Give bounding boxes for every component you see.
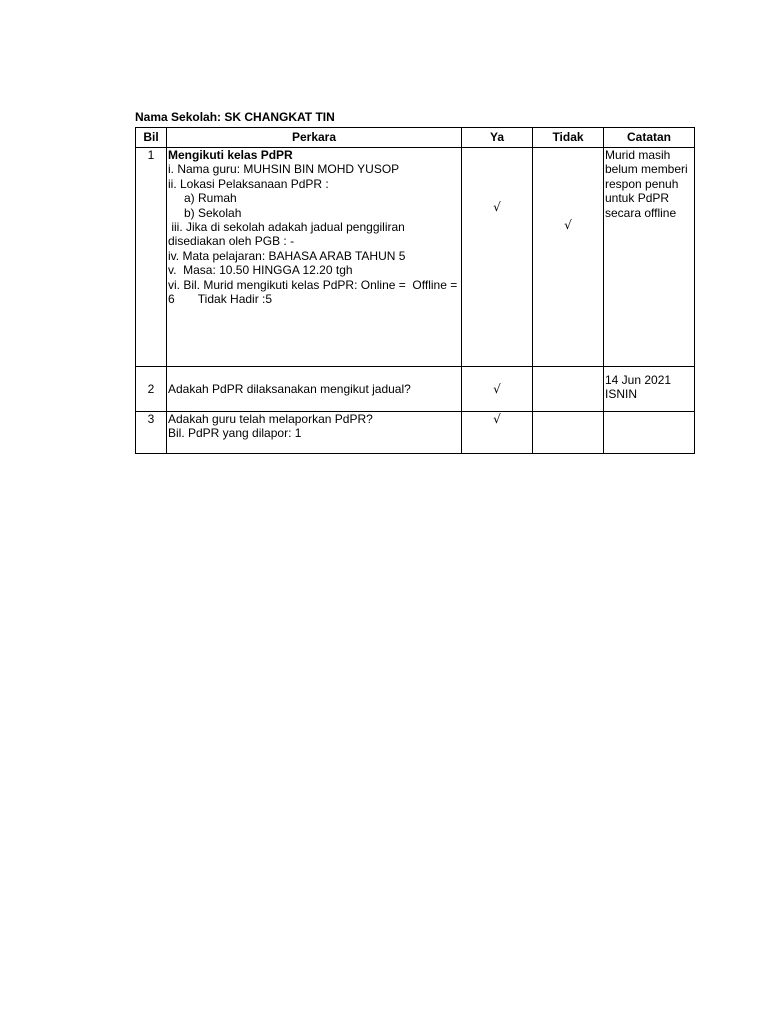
perkara-line: ii. Lokasi Pelaksanaan PdPR : bbox=[168, 176, 329, 191]
header-ya: Ya bbox=[462, 128, 533, 148]
row-bil: 1 bbox=[136, 148, 167, 367]
row-perkara bbox=[167, 148, 462, 367]
row-catatan bbox=[604, 412, 695, 454]
check-mark-icon: √ bbox=[493, 200, 501, 214]
table-row bbox=[136, 367, 695, 412]
table-row bbox=[136, 148, 695, 367]
table-header-row bbox=[136, 128, 695, 148]
row-catatan bbox=[604, 367, 695, 412]
row-tidak bbox=[533, 148, 604, 367]
row-ya bbox=[462, 148, 533, 367]
perkara-line: Bil. PdPR yang dilapor: 1 bbox=[168, 426, 302, 441]
check-mark-icon: √ bbox=[564, 218, 572, 232]
perkara-line: i. Nama guru: MUHSIN BIN MOHD YUSOP bbox=[168, 162, 400, 177]
perkara-line: Adakah guru telah melaporkan PdPR? bbox=[168, 412, 373, 426]
check-mark-icon: √ bbox=[493, 381, 501, 396]
row-tidak bbox=[533, 412, 604, 454]
table-row bbox=[136, 412, 695, 454]
catatan-line: 14 Jun 2021 bbox=[605, 373, 672, 387]
perkara-line: b) Sekolah bbox=[184, 205, 242, 220]
row-ya bbox=[462, 412, 533, 454]
row-ya bbox=[462, 367, 533, 412]
row-bil: 2 bbox=[136, 367, 167, 412]
row-tidak bbox=[533, 367, 604, 412]
perkara-line: iii. Jika di sekolah adakah jadual penggiliran disediakan oleh PGB : - bbox=[168, 220, 409, 249]
perkara-line: iv. Mata pelajaran: BAHASA ARAB TAHUN 5 bbox=[168, 248, 406, 263]
row-perkara bbox=[167, 367, 462, 412]
perkara-title: Mengikuti kelas PdPR bbox=[168, 148, 293, 162]
school-name-heading: Nama Sekolah: SK CHANGKAT TIN bbox=[135, 110, 335, 124]
row-catatan: Murid masih belum memberi respon penuh untuk PdPR secara offline bbox=[604, 148, 695, 367]
perkara-line: v. Masa: 10.50 HINGGA 12.20 tgh bbox=[168, 263, 353, 278]
header-tidak: Tidak bbox=[533, 128, 604, 148]
row-perkara bbox=[167, 412, 462, 454]
catatan-line: ISNIN bbox=[605, 387, 638, 402]
header-catatan: Catatan bbox=[604, 128, 695, 148]
row-bil: 3 bbox=[136, 412, 167, 454]
check-mark-icon: √ bbox=[493, 412, 501, 426]
header-bil: Bil bbox=[136, 128, 167, 148]
perkara-line: Adakah PdPR dilaksanakan mengikut jadual? bbox=[168, 381, 411, 396]
pdpr-report-table bbox=[135, 127, 695, 454]
header-perkara: Perkara bbox=[167, 128, 462, 148]
perkara-line: vi. Bil. Murid mengikuti kelas PdPR: Online = Offline = 6 Tidak Hadir :5 bbox=[168, 277, 461, 307]
perkara-line: a) Rumah bbox=[184, 191, 237, 206]
